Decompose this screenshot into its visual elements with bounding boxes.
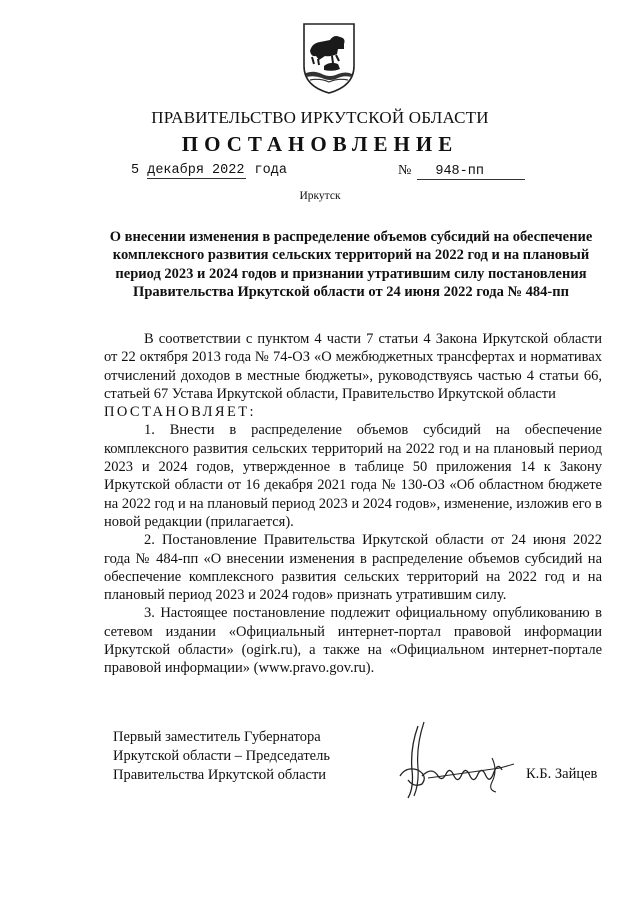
document-type: ПОСТАНОВЛЕНИЕ xyxy=(181,132,459,156)
document-body xyxy=(104,330,602,678)
city: Иркутск xyxy=(299,190,341,202)
government-name: ПРАВИТЕЛЬСТВО ИРКУТСКОЙ ОБЛАСТИ xyxy=(151,108,489,127)
date-day: 5 xyxy=(131,163,140,178)
item-3-paragraph: 3. Настоящее постановление подлежит официальному опубликованию в сетевом издании «Официальный интернет-портал правовой информации Иркутской области» (ogirk.ru), а также на «Официальном интернет-портале правовой информации» (www.pravo.gov.ru). xyxy=(104,605,602,677)
resolves-heading: ПОСТАНОВЛЯЕТ: xyxy=(104,404,256,421)
coat-of-arms-icon xyxy=(300,20,358,96)
number-sign: № xyxy=(398,163,412,178)
signer-position-line-3: Правительства Иркутской области xyxy=(113,767,327,783)
signer-name: К.Б. Зайцев xyxy=(526,766,598,782)
handwritten-signature-icon xyxy=(388,718,520,804)
number-value: 948-пп xyxy=(417,164,525,180)
document-title: О внесении изменения в распределение объемов субсидий на обеспечение комплексного развития сельских территорий на 2022 год и на плановый период 2023 и 2024 годов и признании утратившим силу постановления Правительства Иркутской области от 24 июня 2022 года № 484-пп xyxy=(109,229,593,301)
preamble-paragraph: В соответствии с пунктом 4 части 7 статьи 4 Закона Иркутской области от 22 октября 2013 года № 74-ОЗ «О межбюджетных трансфертах и нормативах отчислений доходов в местные бюджеты», руководствуясь частью 4 статьи 66, статьей 67 Устава Иркутской области, Правительство Иркутской области xyxy=(104,331,602,402)
item-1-paragraph: 1. Внести в распределение объемов субсидий на обеспечение комплексного развития сельских территорий на 2022 год и на плановый период 2023 и 2024 годов, утвержденное в таблице 50 приложения 14 к Закону Иркутской области от 16 декабря 2021 года № 130-ОЗ «Об областном бюджете на 2022 год и на плановый период 2023 и 2024 годов», изменение, изложив его в новой редакции (прилагается). xyxy=(104,422,602,530)
date-suffix: года xyxy=(254,163,287,178)
date-month-year: декабря 2022 xyxy=(147,163,245,178)
signer-position xyxy=(113,728,373,785)
document-number xyxy=(398,163,525,180)
item-2-paragraph: 2. Постановление Правительства Иркутской области от 24 июня 2022 года № 484-пп «О внесении изменения в распределение объемов субсидий на обеспечение комплексного развития сельских территорий на 2022 год и на плановый период 2023 и 2024 годов» признать утратившим силу. xyxy=(104,532,602,604)
document-date xyxy=(131,163,287,179)
signer-position-line-2: Иркутской области – Председатель xyxy=(113,748,330,764)
signer-position-line-1: Первый заместитель Губернатора xyxy=(113,729,321,745)
